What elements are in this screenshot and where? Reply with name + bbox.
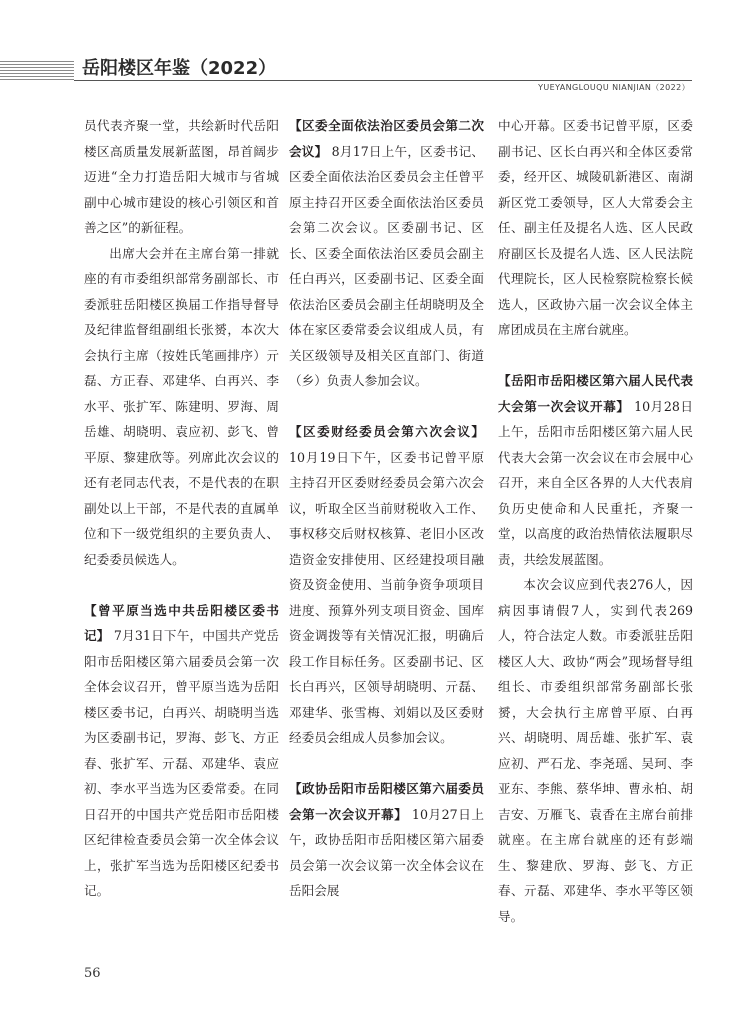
paragraph: 员代表齐聚一堂，共绘新时代岳阳楼区高质量发展新蓝图，昂首阔步迈进“全力打造岳阳大城市与省城副中心城市建设的核心引领区和首善之区”的新征程。 [84, 118, 279, 235]
text-column-2 [289, 113, 484, 904]
text-column-3 [498, 113, 693, 929]
entry-title: 【区委财经委员会第六次会议】 [289, 424, 484, 439]
entry [84, 598, 279, 904]
entry [289, 113, 484, 394]
paragraph: 出席大会并在主席台第一排就座的有市委组织部常务副部长、市委派驻岳阳楼区换届工作指导督导及纪律监督组副组长张赟，本次大会执行主席（按姓氏笔画排序）亓磊、方正春、邓建华、白再兴、李水平、张扩军、陈建明、罗海、周岳雄、胡晓明、袁应初、彭飞、曾平原、黎建欣等。列席此次会议的还有老同志代表，不是代表的在职副处以上干部，不是代表的直属单位和下一级党组织的主要负责人、纪委委员候选人。 [84, 245, 279, 567]
text-column-1 [84, 113, 279, 904]
entry-title: 【区委全面依法治区委员会第二次会议】 [289, 118, 484, 159]
entry-body: 10月27日上午，政协岳阳市岳阳楼区第六届委员会第一次会议第一次全体会议在岳阳会展 [289, 806, 484, 898]
running-header-title: 岳阳楼区年鉴（2022） [82, 58, 277, 79]
paragraph: 中心开幕。区委书记曾平原，区委副书记、区长白再兴和全体区委常委，经开区、城陵矶新港区、南湖新区党工委领导，区人大常委会主任、副主任及提名人选、区人民政府副区长及提名人选、区人民法院代理院长，区人民检察院检察长候选人，区政协六届一次会议全体主席团成员在主席台就座。 [498, 118, 693, 337]
entry [289, 419, 484, 751]
entry-title: 【岳阳市岳阳楼区第六届人民代表大会第一次会议开幕】 [498, 373, 693, 414]
header-rule [74, 80, 692, 81]
entry-body: 8月17日上午，区委书记、区委全面依法治区委员会主任曾平原主持召开区委全面依法治区委员会第二次会议。区委副书记、区长、区委全面依法治区委员会副主任白再兴，区委副书记、区委全面依法治区委员会副主任胡晓明及全体在家区委常委会议组成人员，有关区级领导及相关区直部门、街道（乡）负责人参加会议。 [289, 143, 485, 388]
entry-body: 10月19日下午，区委书记曾平原主持召开区委财经委员会第六次会议，听取全区当前财税收入工作、事权移交后财权核算、老旧小区改造资金安排使用、区经建投项目融资及资金使用、当前争资争项项目进度、预算外列支项目资金、国库资金调拨等有关情况汇报，明确后段工作目标任务。区委副书记、区长白再兴，区领导胡晓明、亓磊、邓建华、张雪梅、刘娟以及区委财经委员会组成人员参加会议。 [289, 449, 484, 745]
entry-body: 7月31日下午，中国共产党岳阳市岳阳楼区第六届委员会第一次全体会议召开，曾平原当选为岳阳楼区委书记，白再兴、胡晓明当选为区委副书记，罗海、彭飞、方正春、张扩军、亓磊、邓建华、袁应初、李水平当选为区委常委。在同日召开的中国共产党岳阳市岳阳楼区纪律检查委员会第一次全体会议上，张扩军当选为岳阳楼区纪委书记。 [84, 628, 280, 898]
entry [289, 776, 484, 904]
entry-title: 【曾平原当选中共岳阳楼区委书记】 [84, 602, 279, 643]
running-header-pinyin: YUEYANGLOUQU NIANJIAN（2022） [538, 83, 690, 92]
entry-title: 【政协岳阳市岳阳楼区第六届委员会第一次会议开幕】 [289, 781, 484, 822]
entry [498, 368, 693, 572]
page-number: 56 [84, 966, 101, 981]
header-stripes-decoration [0, 61, 74, 81]
paragraph: 本次会议应到代表276人，因病因事请假7人，实到代表269人，符合法定人数。市委派驻岳阳楼区人大、政协“两会”现场督导组组长、市委组织部常务副部长张赟，大会执行主席曾平原、白再兴、胡晓明、周岳雄、张扩军、袁应初、严石龙、李尧瑶、吴珂、李亚东、李熊、蔡华坤、曹永柏、胡吉安、万雁飞、袁香在主席台前排就座。在主席台就座的还有彭端生、黎建欣、罗海、彭飞、方正春、亓磊、邓建华、李水平等区领导。 [498, 577, 693, 924]
entry-body: 10月28日上午，岳阳市岳阳楼区第六届人民代表大会第一次会议在市会展中心召开，来自全区各界的人大代表肩负历史使命和人民重托，齐聚一堂，以高度的政治热情依法履职尽责，共绘发展蓝图。 [498, 398, 694, 567]
